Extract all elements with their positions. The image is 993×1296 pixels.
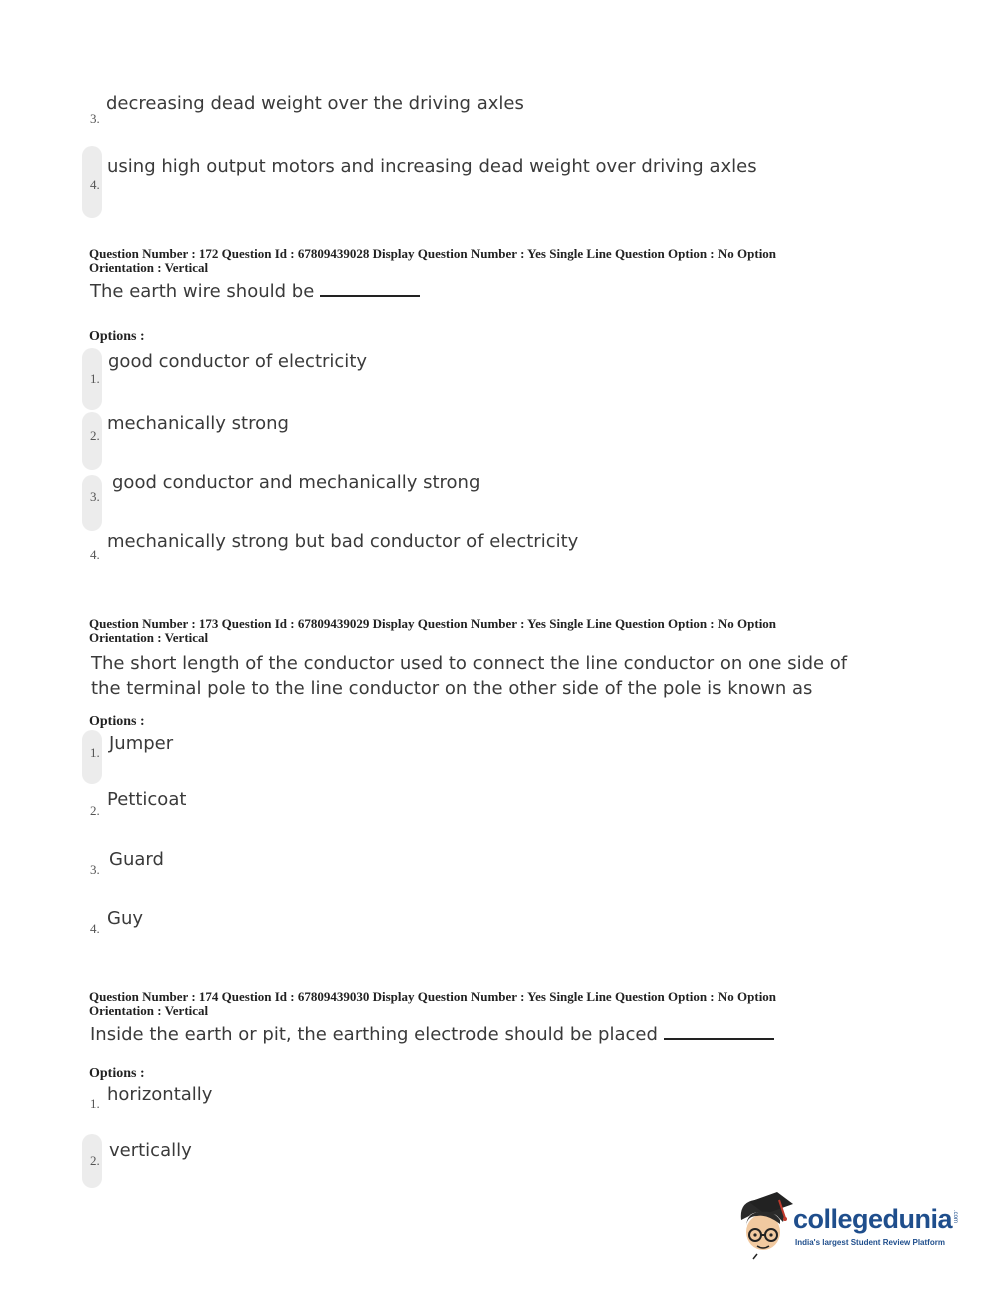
fill-in-blank [320, 294, 420, 297]
question-meta-line: Question Number : 172 Question Id : 67809439028 Display Question Number : Yes Single Line Question Option : No Option [89, 246, 777, 261]
option-number: 2. [90, 1153, 100, 1168]
option-text: Guy [107, 908, 144, 929]
option-text: using high output motors and increasing dead weight over driving axles [107, 156, 757, 177]
fill-in-blank [664, 1037, 774, 1040]
question-meta-line: Question Number : 173 Question Id : 67809439029 Display Question Number : Yes Single Line Question Option : No Option [89, 616, 777, 631]
options-label: Options : [89, 714, 145, 729]
question-text-content: Inside the earth or pit, the earthing electrode should be placed [90, 1024, 658, 1045]
option-number: 1. [90, 1096, 100, 1111]
question-meta [89, 617, 889, 645]
option-text: decreasing dead weight over the driving axles [106, 93, 524, 114]
options-label: Options : [89, 329, 145, 344]
option-text: good conductor and mechanically strong [112, 472, 481, 493]
student-mascot-icon [735, 1190, 793, 1260]
question-meta [89, 990, 889, 1018]
option-number: 3. [90, 489, 100, 504]
option-text: Guard [109, 849, 164, 870]
option-number: 3. [90, 862, 100, 877]
logo-suffix: .com [952, 1210, 958, 1224]
option-number: 2. [90, 428, 100, 443]
question-text-line: The short length of the conductor used to connect the line conductor on one side of [91, 653, 848, 674]
option-text: horizontally [107, 1084, 213, 1105]
question-meta-line: Orientation : Vertical [89, 260, 209, 275]
option-number: 3. [90, 111, 100, 126]
question-meta-line: Orientation : Vertical [89, 1003, 209, 1018]
question-meta-line: Question Number : 174 Question Id : 67809439030 Display Question Number : Yes Single Line Question Option : No Option [89, 989, 777, 1004]
question-text [90, 1024, 774, 1045]
option-text: mechanically strong but bad conductor of electricity [107, 531, 579, 552]
question-meta-line: Orientation : Vertical [89, 630, 209, 645]
collegedunia-logo[interactable] [735, 1190, 965, 1260]
question-text-line: the terminal pole to the line conductor on the other side of the pole is known as [91, 678, 813, 699]
option-text: vertically [109, 1140, 192, 1161]
logo-brand-text: collegedunia [793, 1204, 953, 1234]
option-text: mechanically strong [107, 413, 289, 434]
options-label: Options : [89, 1066, 145, 1081]
option-number: 4. [90, 547, 100, 562]
option-number: 1. [90, 371, 100, 386]
option-number: 2. [90, 803, 100, 818]
option-number: 1. [90, 745, 100, 760]
question-text-content: The earth wire should be [90, 281, 315, 302]
option-text: Petticoat [107, 789, 187, 810]
option-text: Jumper [109, 733, 174, 754]
option-number: 4. [90, 921, 100, 936]
option-number: 4. [90, 177, 100, 192]
question-text [90, 281, 420, 302]
logo-tagline: India's largest Student Review Platform [795, 1238, 945, 1247]
question-meta [89, 247, 889, 275]
option-text: good conductor of electricity [108, 351, 368, 372]
